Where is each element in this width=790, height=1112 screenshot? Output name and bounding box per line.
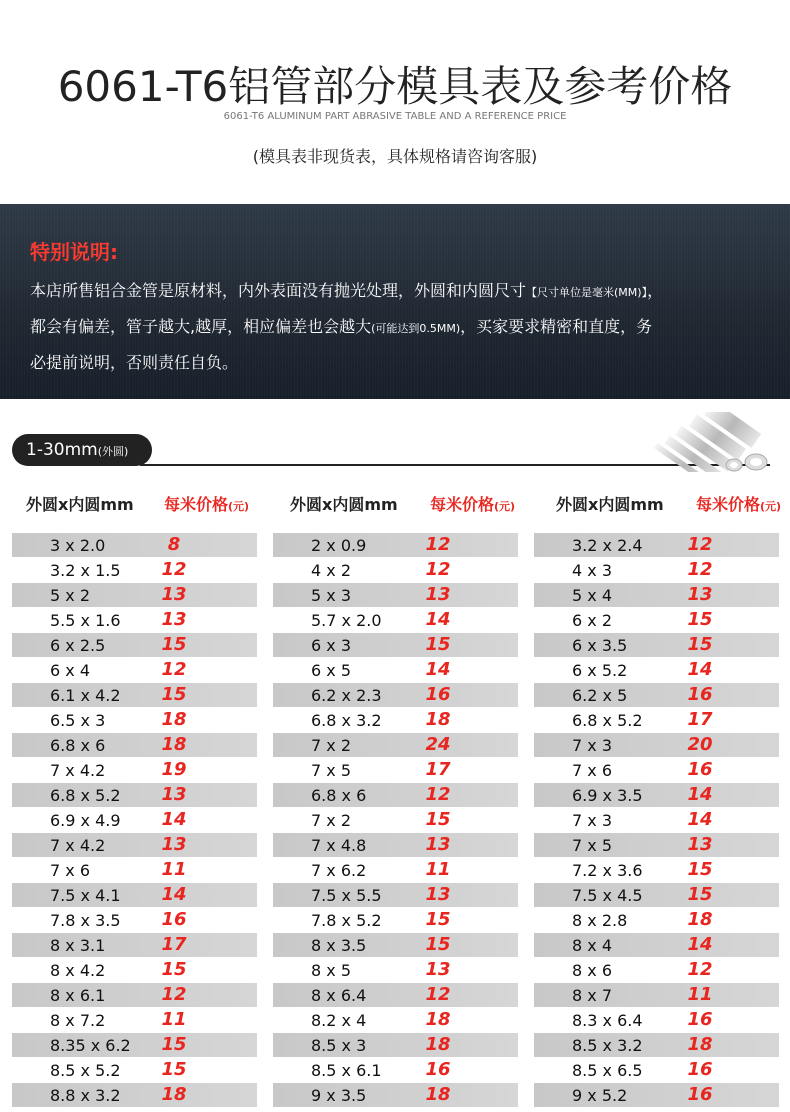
page-note: (模具表非现货表，具体规格请咨询客服) <box>252 147 538 166</box>
table-row <box>534 1058 779 1082</box>
row-price: 16 <box>687 1059 713 1080</box>
table-row <box>534 683 779 707</box>
table-row <box>273 683 518 707</box>
row-dimension: 8.5 x 5.2 <box>50 1061 121 1080</box>
row-dimension: 7.8 x 3.5 <box>50 911 121 930</box>
row-dimension: 8 x 7 <box>572 986 612 1005</box>
row-price: 11 <box>687 984 713 1005</box>
table-row <box>273 1083 518 1107</box>
row-price: 12 <box>687 559 713 580</box>
notice-line3: 必提前说明，否则责任自负。 <box>30 353 239 372</box>
row-price: 16 <box>687 684 713 705</box>
row-price: 18 <box>425 1034 451 1055</box>
row-dimension: 8.8 x 3.2 <box>50 1086 121 1105</box>
column-header-price <box>696 492 781 515</box>
notice-text <box>30 274 765 380</box>
row-price: 11 <box>425 859 451 880</box>
row-price: 17 <box>687 709 713 730</box>
row-price: 11 <box>161 859 187 880</box>
notice-banner <box>0 204 790 399</box>
row-dimension: 8.3 x 6.4 <box>572 1011 643 1030</box>
row-price: 11 <box>161 1009 187 1030</box>
table-row <box>534 858 779 882</box>
row-price: 15 <box>425 634 451 655</box>
table-row <box>534 1083 779 1107</box>
row-price: 14 <box>161 809 187 830</box>
notice-unit-note: 【尺寸单位是毫米(MM)】 <box>526 286 648 299</box>
table-row <box>273 908 518 932</box>
row-dimension: 8 x 2.8 <box>572 911 628 930</box>
row-dimension: 8.35 x 6.2 <box>50 1036 131 1055</box>
row-price: 18 <box>425 709 451 730</box>
row-dimension: 6 x 4 <box>50 661 90 680</box>
table-row <box>273 983 518 1007</box>
row-dimension: 7 x 6 <box>50 861 90 880</box>
row-price: 14 <box>425 609 451 630</box>
row-price: 13 <box>687 584 713 605</box>
table-row <box>534 833 779 857</box>
table-row <box>534 1008 779 1032</box>
row-dimension: 6 x 3.5 <box>572 636 628 655</box>
table-row <box>12 758 257 782</box>
table-row <box>12 583 257 607</box>
table-row <box>534 658 779 682</box>
table-row <box>12 983 257 1007</box>
row-dimension: 8 x 6 <box>572 961 612 980</box>
table-row <box>534 608 779 632</box>
table-row <box>534 933 779 957</box>
row-price: 15 <box>687 634 713 655</box>
table-row <box>273 533 518 557</box>
table-row <box>273 1058 518 1082</box>
price-header-label: 每米价格 <box>430 495 495 514</box>
row-dimension: 5.5 x 1.6 <box>50 611 121 630</box>
row-dimension: 6.2 x 5 <box>572 686 628 705</box>
row-dimension: 2 x 0.9 <box>311 536 367 555</box>
table-row <box>273 833 518 857</box>
column-header-price <box>430 492 515 515</box>
table-row <box>273 658 518 682</box>
row-price: 18 <box>425 1009 451 1030</box>
notice-line2: 都会有偏差，管子越大,越厚，相应偏差也会越大 <box>30 317 372 336</box>
row-dimension: 6.5 x 3 <box>50 711 106 730</box>
row-dimension: 7 x 4.2 <box>50 761 106 780</box>
row-price: 14 <box>687 809 713 830</box>
row-dimension: 5 x 2 <box>50 586 90 605</box>
row-price: 16 <box>425 684 451 705</box>
row-dimension: 7 x 3 <box>572 736 612 755</box>
price-header-label: 每米价格 <box>696 495 761 514</box>
row-price: 13 <box>161 784 187 805</box>
table-row <box>12 608 257 632</box>
row-dimension: 7.5 x 4.1 <box>50 886 121 905</box>
table-row <box>12 1008 257 1032</box>
price-header-unit: (元) <box>760 500 782 513</box>
section-label-small: (外圆) <box>97 445 129 458</box>
row-dimension: 6.1 x 4.2 <box>50 686 121 705</box>
notice-heading: 特别说明: <box>30 240 118 264</box>
notice-line1-end: ， <box>647 281 664 300</box>
table-row <box>273 958 518 982</box>
row-price: 19 <box>161 759 187 780</box>
table-row <box>12 558 257 582</box>
table-row <box>534 733 779 757</box>
table-row <box>534 1033 779 1057</box>
table-row <box>273 883 518 907</box>
notice-tolerance-note: (可能达到0.5MM) <box>371 322 461 335</box>
price-header-unit: (元) <box>494 500 516 513</box>
row-dimension: 7.5 x 4.5 <box>572 886 643 905</box>
row-price: 15 <box>161 1059 187 1080</box>
table-row <box>273 583 518 607</box>
row-price: 17 <box>425 759 451 780</box>
table-row <box>273 808 518 832</box>
table-row <box>12 658 257 682</box>
table-row <box>12 733 257 757</box>
row-price: 12 <box>687 534 713 555</box>
row-dimension: 7 x 6.2 <box>311 861 367 880</box>
table-row <box>273 858 518 882</box>
row-price: 16 <box>161 909 187 930</box>
row-dimension: 6.8 x 5.2 <box>572 711 643 730</box>
table-row <box>12 633 257 657</box>
row-price: 18 <box>687 909 713 930</box>
row-price: 15 <box>425 934 451 955</box>
notice-line2-end: ，买家要求精密和直度，务 <box>460 317 653 336</box>
row-price: 15 <box>687 859 713 880</box>
table-row <box>12 883 257 907</box>
price-header-label: 每米价格 <box>164 495 229 514</box>
row-dimension: 6.8 x 6 <box>50 736 106 755</box>
row-price: 16 <box>687 1084 713 1105</box>
row-price: 18 <box>425 1084 451 1105</box>
row-price: 13 <box>425 884 451 905</box>
row-price: 13 <box>425 959 451 980</box>
row-price: 15 <box>161 634 187 655</box>
table-row <box>273 783 518 807</box>
row-dimension: 6 x 2 <box>572 611 612 630</box>
row-dimension: 7 x 4.2 <box>50 836 106 855</box>
row-dimension: 7 x 6 <box>572 761 612 780</box>
row-price: 15 <box>161 959 187 980</box>
row-price: 14 <box>687 659 713 680</box>
row-dimension: 4 x 2 <box>311 561 351 580</box>
row-price: 14 <box>687 934 713 955</box>
row-price: 13 <box>687 834 713 855</box>
row-dimension: 5 x 3 <box>311 586 351 605</box>
row-price: 15 <box>161 684 187 705</box>
row-price: 14 <box>425 659 451 680</box>
row-price: 12 <box>425 784 451 805</box>
row-price: 16 <box>687 1009 713 1030</box>
row-price: 13 <box>161 584 187 605</box>
row-dimension: 7 x 3 <box>572 811 612 830</box>
table-row <box>12 933 257 957</box>
table-row <box>12 783 257 807</box>
row-price: 12 <box>687 959 713 980</box>
row-dimension: 8 x 4 <box>572 936 612 955</box>
row-dimension: 7.8 x 5.2 <box>311 911 382 930</box>
row-price: 8 <box>167 534 181 555</box>
row-price: 15 <box>687 609 713 630</box>
row-dimension: 8.5 x 6.5 <box>572 1061 643 1080</box>
row-dimension: 8.2 x 4 <box>311 1011 367 1030</box>
table-row <box>12 858 257 882</box>
row-dimension: 3.2 x 1.5 <box>50 561 121 580</box>
table-row <box>534 908 779 932</box>
row-dimension: 8 x 3.5 <box>311 936 367 955</box>
price-header-unit: (元) <box>228 500 250 513</box>
page-title: 6061-T6铝管部分模具表及参考价格 <box>57 62 733 111</box>
table-row <box>534 583 779 607</box>
table-row <box>534 808 779 832</box>
row-dimension: 6 x 5.2 <box>572 661 628 680</box>
row-dimension: 6.8 x 3.2 <box>311 711 382 730</box>
row-price: 13 <box>161 834 187 855</box>
row-price: 14 <box>161 884 187 905</box>
table-row <box>273 1008 518 1032</box>
row-price: 15 <box>161 1034 187 1055</box>
column-header-dimension: 外圆x内圆mm <box>26 495 134 514</box>
row-price: 15 <box>425 909 451 930</box>
table-row <box>12 1033 257 1057</box>
table-row <box>273 633 518 657</box>
row-price: 12 <box>161 559 187 580</box>
table-row <box>534 533 779 557</box>
table-row <box>534 558 779 582</box>
section-label: 1-30mm <box>26 440 98 460</box>
notice-line1: 本店所售铝合金管是原材料，内外表面没有抛光处理，外圆和内圆尺寸 <box>30 281 527 300</box>
table-row <box>273 933 518 957</box>
row-price: 18 <box>161 734 187 755</box>
row-price: 13 <box>425 834 451 855</box>
table-row <box>12 808 257 832</box>
table-row <box>273 1033 518 1057</box>
row-dimension: 7 x 4.8 <box>311 836 367 855</box>
row-dimension: 8 x 3.1 <box>50 936 106 955</box>
table-row <box>534 708 779 732</box>
row-dimension: 8.5 x 3.2 <box>572 1036 643 1055</box>
row-price: 14 <box>687 784 713 805</box>
row-price: 12 <box>425 534 451 555</box>
row-price: 17 <box>161 934 187 955</box>
table-row <box>273 608 518 632</box>
row-dimension: 6.2 x 2.3 <box>311 686 382 705</box>
row-price: 16 <box>687 759 713 780</box>
table-row <box>12 683 257 707</box>
row-price: 12 <box>425 984 451 1005</box>
row-dimension: 7 x 2 <box>311 811 351 830</box>
table-row <box>12 958 257 982</box>
row-dimension: 8 x 5 <box>311 961 351 980</box>
column-header-dimension: 外圆x内圆mm <box>556 495 664 514</box>
row-dimension: 8 x 6.1 <box>50 986 106 1005</box>
row-price: 18 <box>687 1034 713 1055</box>
row-price: 12 <box>425 559 451 580</box>
table-row <box>534 958 779 982</box>
row-price: 15 <box>425 809 451 830</box>
row-dimension: 3.2 x 2.4 <box>572 536 643 555</box>
table-row <box>12 908 257 932</box>
table-row <box>12 833 257 857</box>
row-dimension: 7 x 5 <box>572 836 612 855</box>
table-row <box>12 708 257 732</box>
row-dimension: 6 x 5 <box>311 661 351 680</box>
table-row <box>534 758 779 782</box>
table-row <box>534 633 779 657</box>
row-price: 18 <box>161 709 187 730</box>
row-dimension: 8.5 x 6.1 <box>311 1061 382 1080</box>
row-dimension: 6.9 x 4.9 <box>50 811 121 830</box>
row-dimension: 3 x 2.0 <box>50 536 106 555</box>
table-row <box>12 1083 257 1107</box>
row-dimension: 6 x 3 <box>311 636 351 655</box>
row-dimension: 8 x 6.4 <box>311 986 367 1005</box>
table-row <box>12 533 257 557</box>
table-row <box>273 558 518 582</box>
table-row <box>534 983 779 1007</box>
table-row <box>12 1058 257 1082</box>
row-dimension: 7.5 x 5.5 <box>311 886 382 905</box>
table-row <box>273 758 518 782</box>
row-dimension: 6 x 2.5 <box>50 636 106 655</box>
row-price: 13 <box>161 609 187 630</box>
section-label-pill <box>12 434 152 466</box>
column-header-price <box>164 492 249 515</box>
aluminum-pipes-image <box>652 412 772 472</box>
row-price: 12 <box>161 659 187 680</box>
row-dimension: 7 x 2 <box>311 736 351 755</box>
row-dimension: 7 x 5 <box>311 761 351 780</box>
row-dimension: 4 x 3 <box>572 561 612 580</box>
row-price: 16 <box>425 1059 451 1080</box>
table-row <box>273 733 518 757</box>
row-dimension: 8 x 4.2 <box>50 961 106 980</box>
row-dimension: 7.2 x 3.6 <box>572 861 643 880</box>
row-price: 12 <box>161 984 187 1005</box>
column-header-dimension: 外圆x内圆mm <box>290 495 398 514</box>
row-dimension: 6.9 x 3.5 <box>572 786 643 805</box>
row-price: 20 <box>687 734 713 755</box>
row-dimension: 9 x 5.2 <box>572 1086 628 1105</box>
row-price: 15 <box>687 884 713 905</box>
row-dimension: 8 x 7.2 <box>50 1011 106 1030</box>
row-dimension: 6.8 x 6 <box>311 786 367 805</box>
row-dimension: 5 x 4 <box>572 586 612 605</box>
row-price: 18 <box>161 1084 187 1105</box>
table-row <box>534 883 779 907</box>
row-dimension: 6.8 x 5.2 <box>50 786 121 805</box>
table-row <box>534 783 779 807</box>
row-dimension: 5.7 x 2.0 <box>311 611 382 630</box>
row-dimension: 8.5 x 3 <box>311 1036 367 1055</box>
row-price: 24 <box>425 734 451 755</box>
row-dimension: 9 x 3.5 <box>311 1086 367 1105</box>
table-row <box>273 708 518 732</box>
page-subtitle: 6061-T6 ALUMINUM PART ABRASIVE TABLE AND A REFERENCE PRICE <box>223 111 567 122</box>
row-price: 13 <box>425 584 451 605</box>
